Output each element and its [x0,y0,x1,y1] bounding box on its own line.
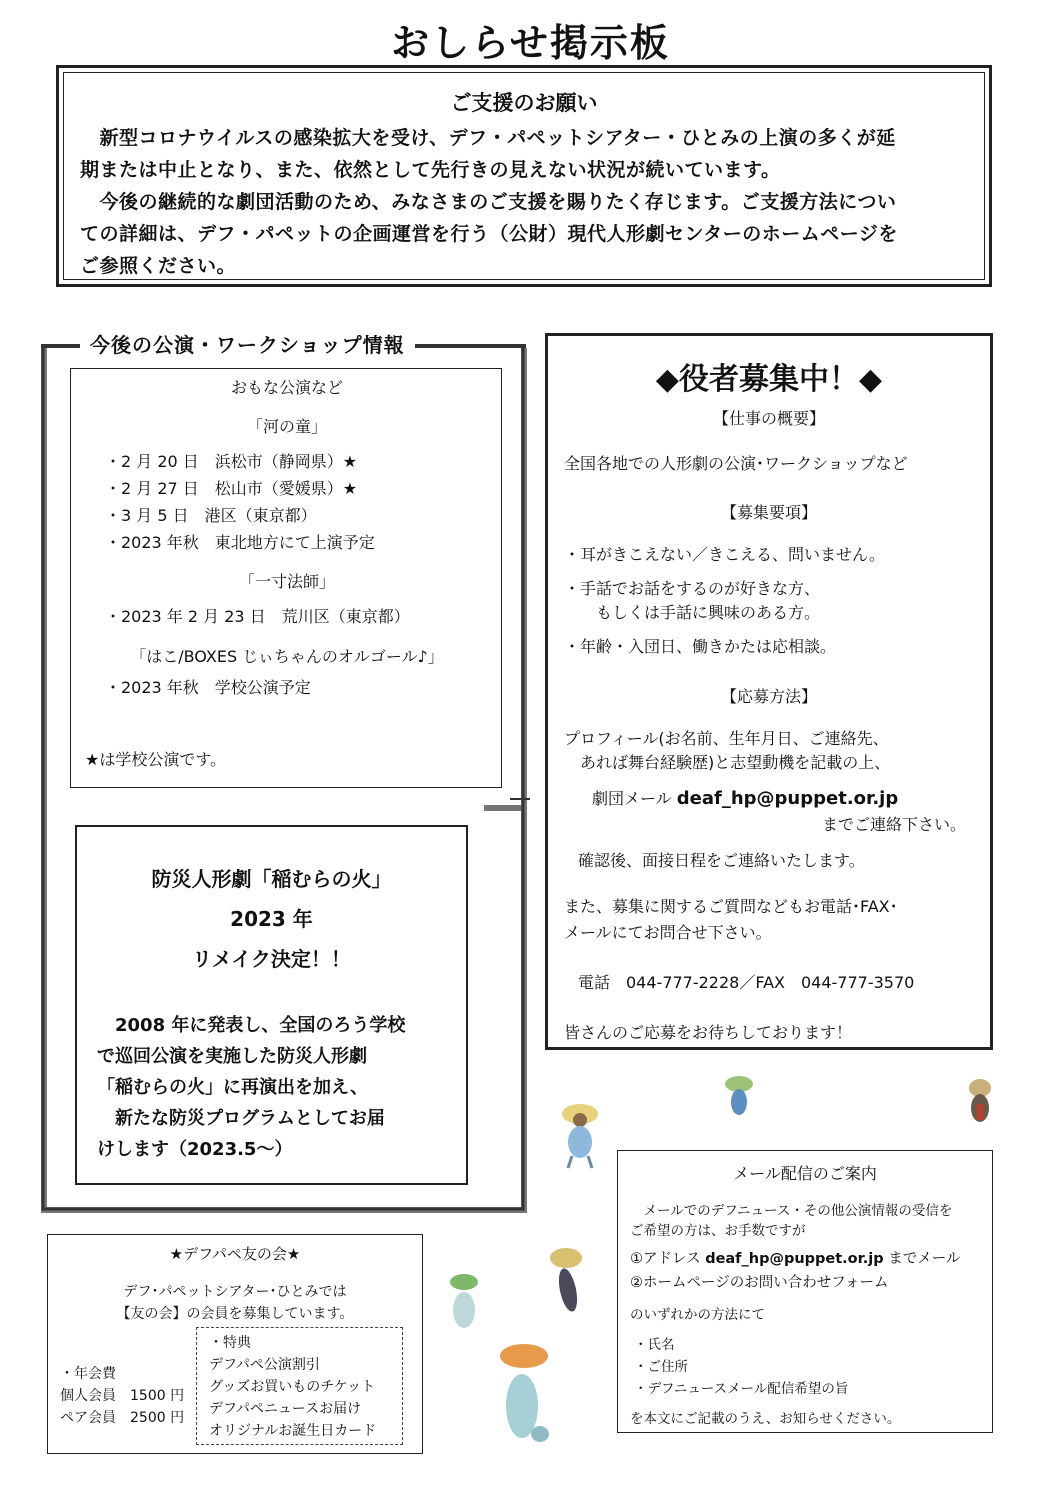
mail-intro-line: ご希望の方は、お手数ですが [630,1223,806,1239]
mail-intro-line: メールでのデフニュース・その他公演情報の受信を [630,1203,953,1219]
recruit-closing: 皆さんのご応募をお待ちしております！ [564,1023,853,1042]
performance-title: 「河の童」 [246,417,327,436]
requirement-line: もしくは手話に興味のある方。 [564,603,821,622]
mail-suffix: までご連絡下さい。 [822,815,967,834]
disaster-body-line: で巡回公演を実施した防災人形劇 [97,1046,367,1067]
friends-intro-line: デフ･パペットシアター･ひとみでは [123,1284,347,1300]
actor-recruitment-box [545,333,993,1050]
puppet-illustration [538,1244,594,1316]
job-heading: 【仕事の概要】 [712,409,825,428]
method-line: のいずれかの方法にて [630,1307,765,1323]
mail-closing: を本文にご記載のうえ、お知らせください。 [630,1411,901,1427]
apply-heading: 【応募方法】 [720,687,817,706]
mail-delivery-box [617,1150,993,1433]
support-line: 新型コロナウイルスの感染拡大を受け、デフ・パペットシアター・ひとみの上演の多くが延 [80,127,896,149]
field-request: ・デフニュースメール配信希望の旨 [634,1381,849,1397]
disaster-title: 防災人形劇「稲むらの火」 [151,867,392,891]
disaster-body-line: けします（2023.5〜） [97,1139,293,1160]
fee-pair: ペア会員 2500 円 [60,1410,185,1426]
field-name: ・氏名 [634,1337,675,1353]
friends-intro-line: 【友の会】の会員を募集しています。 [116,1306,354,1322]
friends-title: ★デフパペ友の会★ [169,1245,301,1263]
performance-item: ・2023 年 2 月 23 日 荒川区（東京都） [105,607,410,626]
performance-list-box [70,368,502,788]
friends-club-box [47,1234,423,1454]
mail-option-address[interactable]: deaf_hp@puppet.or.jp [705,1251,884,1267]
school-performance-note: ★は学校公演です。 [85,750,227,769]
disaster-year: 2023 年 [230,907,313,931]
field-address: ・ご住所 [634,1359,688,1375]
benefit-item: デフパペニュースお届け [209,1401,362,1417]
inquiry-line: また、募集に関するご質問などもお電話･FAX･ [564,897,898,916]
inquiry-line: メールにてお問合せ下さい。 [564,923,772,942]
performance-item: ・3 月 5 日 港区（東京都） [105,506,317,525]
performance-title: 「はこ/BOXES じぃちゃんのオルゴール♪」 [130,647,444,666]
confirm-text: 確認後、面接日程をご連絡いたします。 [578,851,865,870]
puppet-illustration [492,1340,558,1446]
disaster-body-line: 2008 年に発表し、全国のろう学校 [97,1015,406,1036]
support-heading: ご支援のお願い [450,91,598,115]
option1-suffix: までメール [883,1251,961,1267]
mail-title: メール配信のご案内 [733,1164,877,1183]
recruit-title: ◆役者募集中！◆ [655,362,883,397]
support-line: ご参照ください。 [80,255,237,277]
benefits-label: ・特典 [209,1335,251,1351]
puppet-illustration [550,1098,612,1170]
puppet-illustration [718,1074,760,1120]
apply-line: プロフィール(お名前、生年月日、ご連絡先、 [564,729,889,748]
disaster-remake: リメイク決定！！ [192,947,351,971]
benefit-item: オリジナルお誕生日カード [209,1423,377,1439]
benefit-item: デフパペ公演割引 [209,1357,320,1373]
recruit-mail-address[interactable]: deaf_hp@puppet.or.jp [676,788,899,809]
performance-item: ・2 月 27 日 松山市（愛媛県）★ [105,479,358,498]
requirements-heading: 【募集要項】 [720,503,817,522]
performance-subheading: おもな公演など [230,378,343,397]
option1-prefix: ①アドレス [630,1251,706,1267]
phone-fax-line: 電話 044-777-2228／FAX 044-777-3570 [578,973,915,992]
support-inner-border [63,72,985,280]
support-line: 期または中止となり、また、依然として先行きの見えない状況が続いています。 [80,159,781,181]
disaster-play-box [75,825,468,1185]
option-contact-form: ②ホームページのお問い合わせフォーム [630,1275,889,1291]
performance-item: ・2023 年秋 東北地方にて上演予定 [105,533,375,552]
support-line: 今後の継続的な劇団活動のため、みなさまのご支援を賜りたく存じます。ご支援方法につい [80,191,897,213]
support-request-box [56,65,992,287]
mail-label: 劇団メール [592,789,672,808]
support-line: ての詳細は、デフ・パペットの企画運営を行う（公財）現代人形劇センターのホームページを [80,223,898,245]
benefit-item: グッズお買いものチケット [209,1379,376,1395]
apply-line: あれば舞台経験歴)と志望動機を記載の上、 [564,753,891,772]
puppet-illustration [960,1078,1000,1128]
disaster-body-line: 「稲むらの火」に再演出を加え、 [97,1077,369,1098]
requirement-line: ・年齢・入団日、働きかたは応相談。 [564,637,837,656]
fee-individual: 個人会員 1500 円 [60,1388,185,1404]
disaster-body-line: 新たな防災プログラムとしてお届 [97,1108,385,1129]
page-title: おしらせ掲示板 [391,21,670,65]
fee-label: ・年会費 [60,1366,116,1382]
job-text: 全国各地での人形劇の公演･ワークショップなど [564,454,908,473]
performance-heading: 今後の公演・ワークショップ情報 [80,329,415,358]
puppet-illustration [438,1272,488,1334]
requirement-line: ・手話でお話をするのが好きな方、 [564,579,821,598]
requirement-line: ・耳がきこえない／きこえる、問いません。 [564,545,885,564]
performance-title: 「一寸法師」 [238,572,335,591]
benefits-box [196,1327,403,1445]
performance-item: ・2 月 20 日 浜松市（静岡県）★ [105,452,358,471]
performance-item: ・2023 年秋 学校公演予定 [105,678,311,697]
